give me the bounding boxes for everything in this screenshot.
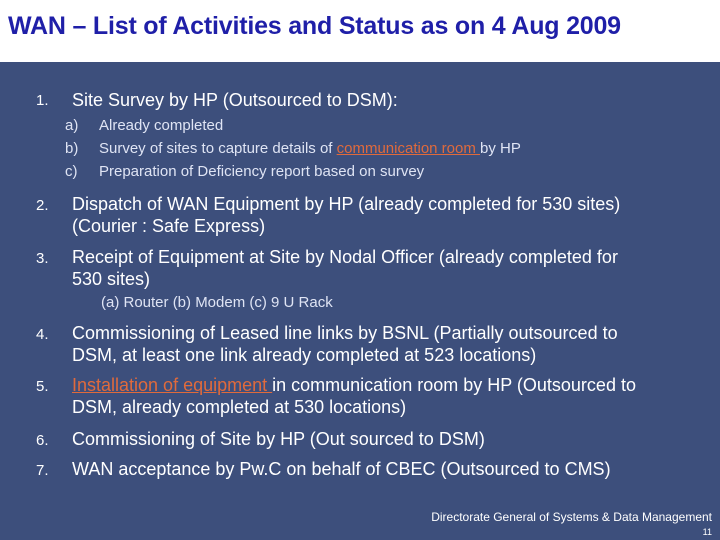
subitem-text: Preparation of Deficiency report based on survey [99,163,425,180]
item-5-line-2: DSM, already completed at 530 locations) [72,397,407,417]
subitem-label: a) [65,117,79,134]
item-3-line-1: Receipt of Equipment at Site by Nodal Officer (already completed for [72,247,618,267]
item-3-note: (a) Router (b) Modem (c) 9 U Rack [101,294,333,311]
subitem-text-after: by HP [480,140,521,157]
item-4-line-1: Commissioning of Leased line links by BSNL (Partially outsourced to [72,323,618,343]
subitem-text: Survey of sites to capture details of [99,140,337,157]
page-number: 11 [702,527,712,537]
item-6-number: 6. [36,432,49,449]
item-1-text: Site Survey by HP (Outsourced to DSM): [72,90,398,110]
item-4-line-2: DSM, at least one link already completed at 523 locations) [72,345,537,365]
item-4-number: 4. [36,326,49,343]
item-1-subitem-c [65,161,424,183]
item-3-number: 3. [36,250,49,267]
item-6-text: Commissioning of Site by HP (Out sourced to DSM) [72,429,485,449]
item-3-text [72,246,618,290]
item-5-line-1 [72,374,636,396]
slide-title: WAN – List of Activities and Status as on 4 Aug 2009 [8,12,621,40]
item-3-line-2: 530 sites) [72,269,151,289]
installation-of-equipment-link[interactable]: Installation of equipment [72,375,273,395]
item-2-number: 2. [36,197,49,214]
item-1-subitem-a [65,115,223,137]
subitem-label: c) [65,163,78,180]
footer-text: Directorate General of Systems & Data Management [431,510,712,524]
item-2-line-1: Dispatch of WAN Equipment by HP (already completed for 530 sites) [72,194,621,214]
communication-room-link[interactable]: communication room [336,140,481,157]
item-2-text [72,193,620,237]
item-2-line-2: (Courier : Safe Express) [72,216,266,236]
item-5-text [72,374,636,418]
item-1-number: 1. [36,92,49,109]
item-7-text: WAN acceptance by Pw.C on behalf of CBEC (Outsourced to CMS) [72,459,611,479]
subitem-label: b) [65,140,79,157]
item-1-subitem-b [65,138,521,160]
item-5-number: 5. [36,378,49,395]
item-5-line-1-rest: in communication room by HP (Outsourced to [272,375,636,395]
item-7-number: 7. [36,462,49,479]
item-4-text [72,322,618,366]
subitem-text: Already completed [99,117,224,134]
